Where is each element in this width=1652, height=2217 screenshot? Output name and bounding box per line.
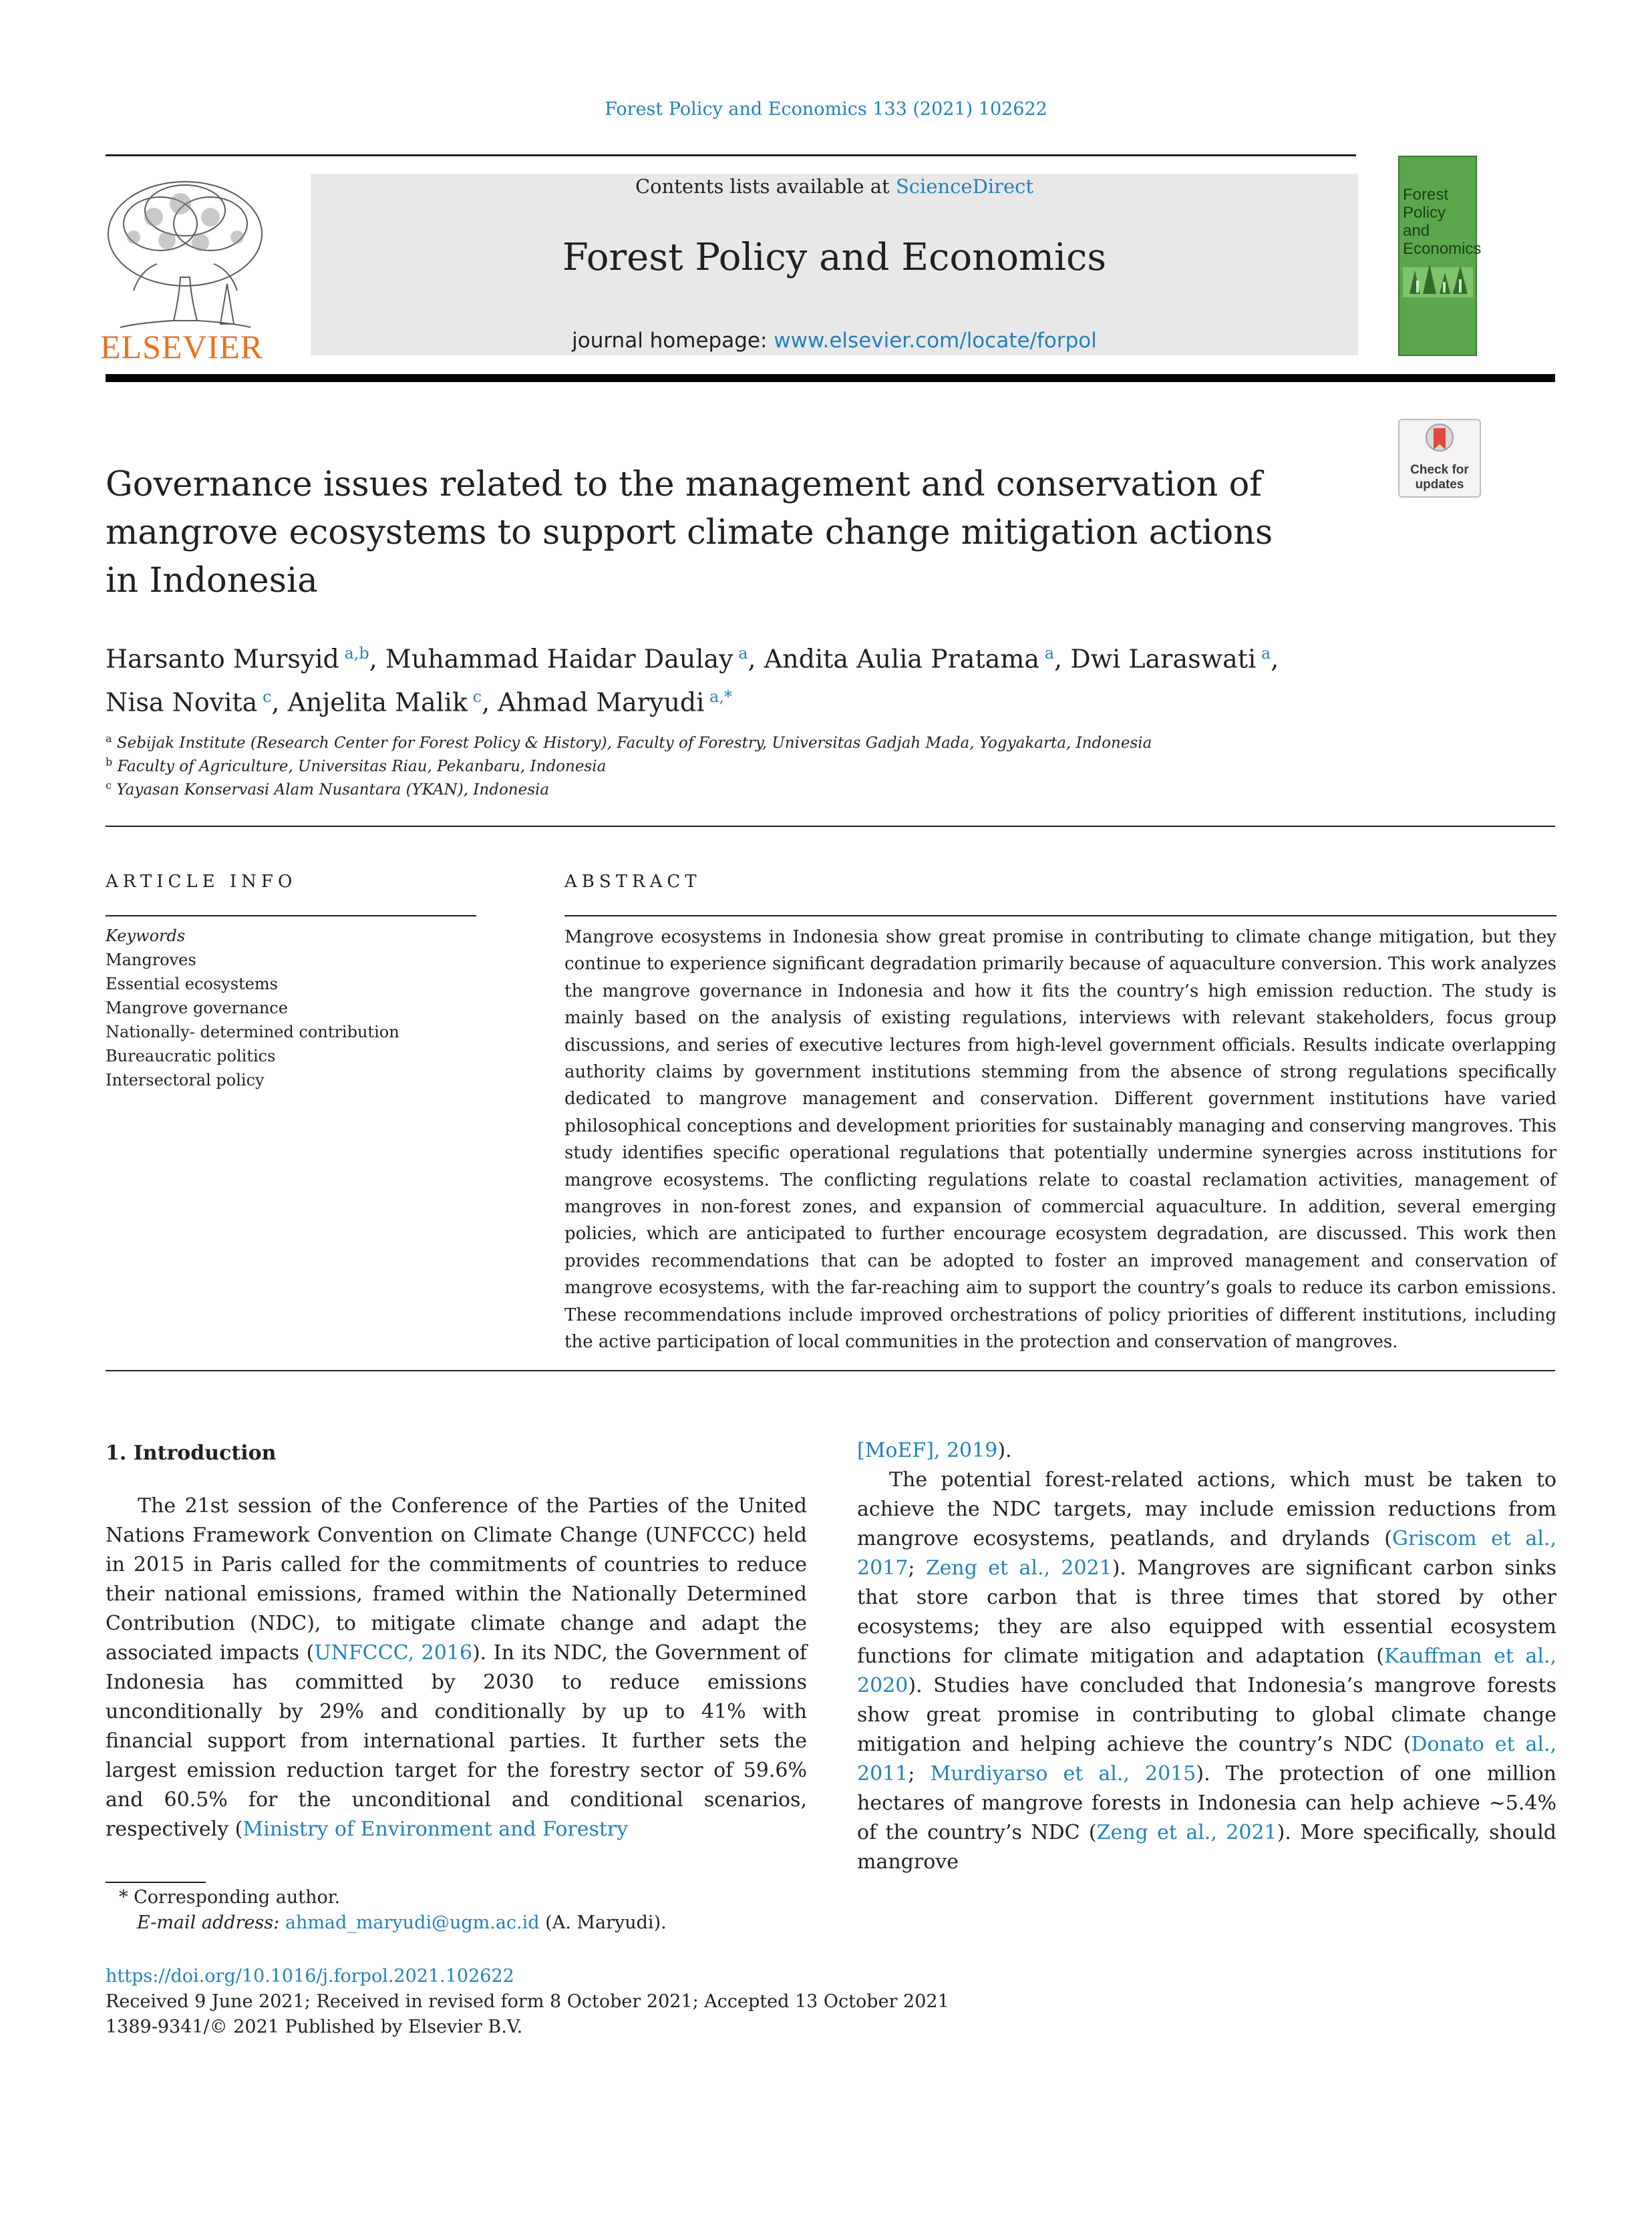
article-info-rule bbox=[106, 915, 476, 916]
intro-p2-text: ). Mangroves are significant carbon sinks that store carbon that is three times that stored by other ecosystems; they are also equipped with essential ecosystem functions for climate mitigation and adaptation ( bbox=[857, 1556, 1556, 1668]
bookmark-icon bbox=[1425, 423, 1454, 462]
email-label: E-mail address: bbox=[137, 1912, 280, 1933]
author-affiliation-mark[interactable]: a bbox=[733, 644, 748, 663]
author-name[interactable]: Anjelita Malik bbox=[287, 687, 468, 717]
keyword-item: Mangroves bbox=[106, 951, 196, 969]
email-link[interactable]: ahmad_maryudi@ugm.ac.id bbox=[285, 1912, 540, 1933]
contents-line bbox=[311, 175, 1358, 198]
homepage-prefix: journal homepage: bbox=[572, 329, 774, 353]
intro-column-right bbox=[857, 1436, 1556, 1877]
doi-url[interactable]: https://doi.org/10.1016/j.forpol.2021.102622 bbox=[106, 1966, 514, 1987]
journal-homepage bbox=[311, 329, 1358, 353]
intro-p1-text: The 21st session of the Conference of the Parties of the United Nations Framework Convention on Climate Change (UNFCCC) held in 2015 in Paris called for the commitments of countries to reduce their national emissions, framed within the Nationally Determined Contribution (NDC), to mitigate climate change and adapt the associated impacts ( bbox=[106, 1494, 807, 1665]
affiliation-text: Yayasan Konservasi Alam Nusantara (YKAN), Indonesia bbox=[116, 781, 550, 799]
corresponding-author-note bbox=[119, 1885, 1121, 1910]
abstract-text: Mangrove ecosystems in Indonesia show great promise in contributing to climate change mitigation, but they continue to experience significant degradation primarily because of aquaculture conversion. This work analyzes the mangrove governance in Indonesia and how it fits the country’s high emission reduction. The study is mainly based on the analysis of existing regulations, interviews with relevant stakeholders, focus group discussions, and series of executive lectures from high-level government officials. Results indicate overlapping authority claims by government institutions stemming from the absence of strong regulations specifically dedicated to mangrove management and conservation. Different government institutions have varied philosophical conceptions and development priorities for sustainably managing and conserving mangroves. This study identifies specific operational regulations that potentially undermine synergies across institutions for mangrove ecosystems. The conflicting regulations relate to coastal reclamation activities, management of mangroves in non-forest zones, and expansion of commercial aquaculture. In addition, several emerging policies, which are anticipated to further encourage ecosystem degradation, are discussed. This work then provides recommendations that can be adopted to foster an improved management and conservation of mangrove ecosystems, with the far-reaching aim to support the country’s goals to reduce its carbon emissions. These recommendations include improved orchestrations of policy priorities of different institutions, including the active participation of local communities in the protection and conservation of mangroves. bbox=[564, 927, 1556, 1353]
homepage-link[interactable]: www.elsevier.com/locate/forpol bbox=[774, 329, 1097, 353]
sciencedirect-link[interactable]: ScienceDirect bbox=[895, 175, 1034, 198]
keyword-item: Mangrove governance bbox=[106, 999, 288, 1017]
author-affiliation-mark[interactable]: a bbox=[1256, 644, 1271, 663]
article-dates: Received 9 June 2021; Received in revised form 8 October 2021; Accepted 13 October 2021 bbox=[106, 1991, 949, 2012]
author-name[interactable]: Andita Aulia Pratama bbox=[764, 644, 1040, 674]
journal-title: Forest Policy and Economics bbox=[562, 236, 1107, 279]
intro-p2-text: ; bbox=[908, 1762, 931, 1785]
keyword-list bbox=[106, 948, 480, 1092]
cover-title bbox=[1403, 186, 1482, 258]
intro-p2-text: ). Studies have concluded that Indonesia’s mangrove forests show great promise in contributing to global climate change mitigation and helping achieve the country’s NDC ( bbox=[857, 1674, 1556, 1756]
issn-copyright: 1389-9341/© 2021 Published by Elsevier B.V. bbox=[106, 2017, 523, 2037]
affiliation-text: Faculty of Agriculture, Universitas Riau, Pekanbaru, Indonesia bbox=[117, 757, 607, 776]
cover-forest-illustration bbox=[1403, 254, 1473, 301]
affiliation-c bbox=[106, 779, 1508, 799]
intro-p1-text: ). In its NDC, the Government of Indonesia has committed by 2030 to reduce emissions unconditionally by 29% and conditionally by up to 41% with financial support from international parties. It further sets the largest emission reduction target for the forestry sector of 59.6% and 60.5% for the unconditional and conditional scenarios, respectively ( bbox=[106, 1641, 807, 1841]
affiliation-text: Sebijak Institute (Research Center for Forest Policy & History), Faculty of Forestry, Universitas Gadjah Mada, Yogyakarta, Indonesia bbox=[116, 734, 1152, 752]
affiliation-b bbox=[106, 755, 1508, 776]
author-name[interactable]: Muhammad Haidar Daulay bbox=[385, 644, 733, 674]
intro-p2-text: ; bbox=[908, 1556, 926, 1580]
keyword-item: Bureaucratic politics bbox=[106, 1047, 276, 1065]
citation-moef-tail[interactable]: [MoEF], 2019 bbox=[857, 1439, 998, 1462]
affiliation-a bbox=[106, 732, 1508, 752]
intro-p1-citation[interactable]: UNFCCC, 2016 bbox=[314, 1641, 472, 1665]
keyword-item: Nationally- determined contribution bbox=[106, 1023, 399, 1041]
author-name[interactable]: Harsanto Mursyid bbox=[106, 644, 339, 674]
intro-p2-text: ). More specifically, should mangrove bbox=[857, 1821, 1556, 1874]
keywords-heading: Keywords bbox=[106, 926, 186, 945]
abstract-label: ABSTRACT bbox=[564, 872, 701, 892]
abstract-rule bbox=[564, 915, 1556, 916]
intro-p2-citation[interactable]: Kauffman et al., 2020 bbox=[857, 1645, 1556, 1697]
author-affiliation-mark[interactable]: a bbox=[1039, 644, 1055, 663]
affiliation-mark: a bbox=[106, 732, 112, 745]
author-affiliation-mark[interactable]: a,b bbox=[339, 644, 369, 663]
intro-p2-text: The potential forest-related actions, which must be taken to achieve the NDC targets, may include emission reductions from mangrove ecosystems, peatlands, and drylands ( bbox=[857, 1468, 1556, 1550]
affiliation-mark: b bbox=[106, 755, 113, 768]
author-name[interactable]: Ahmad Maryudi bbox=[498, 687, 705, 717]
top-rule bbox=[106, 154, 1356, 156]
intro-p2-citation[interactable]: Zeng et al., 2021 bbox=[925, 1556, 1112, 1580]
section-heading-introduction: 1. Introduction bbox=[106, 1441, 277, 1465]
intro-p2-citation[interactable]: Zeng et al., 2021 bbox=[1096, 1821, 1277, 1844]
badge-line2: updates bbox=[1415, 478, 1464, 492]
cover-title-line2: and Economics bbox=[1403, 222, 1482, 258]
footnote-star: * bbox=[119, 1887, 128, 1908]
abstract-bottom-rule bbox=[106, 1370, 1555, 1371]
intro-p1-citation[interactable]: Ministry of Environment and Forestry bbox=[242, 1818, 629, 1841]
affiliation-rule bbox=[106, 826, 1555, 827]
elsevier-wordmark[interactable]: ELSEVIER bbox=[100, 328, 264, 365]
running-head[interactable]: Forest Policy and Economics 133 (2021) 102622 bbox=[605, 99, 1047, 120]
author-affiliation-mark[interactable]: c bbox=[467, 687, 482, 706]
corresponding-label: Corresponding author. bbox=[134, 1887, 341, 1908]
article-info-label: ARTICLE INFO bbox=[106, 872, 297, 892]
intro-paragraph-1-continued bbox=[857, 1436, 1556, 1466]
intro-paragraph-2 bbox=[857, 1466, 1556, 1877]
author-name[interactable]: Dwi Laraswati bbox=[1070, 644, 1257, 674]
check-for-updates-label bbox=[1399, 463, 1480, 492]
email-suffix: (A. Maryudi). bbox=[545, 1912, 667, 1933]
paragraph-end: ). bbox=[997, 1439, 1012, 1462]
cover-title-line1: Forest Policy bbox=[1403, 186, 1449, 222]
author-affiliation-mark[interactable]: c bbox=[257, 687, 272, 706]
intro-p2-citation[interactable]: Murdiyarso et al., 2015 bbox=[930, 1762, 1196, 1785]
doi-link[interactable] bbox=[106, 1964, 1108, 1989]
affiliation-mark: c bbox=[106, 779, 112, 792]
keyword-item: Intersectoral policy bbox=[106, 1071, 265, 1089]
intro-p2-citation[interactable]: Donato et al., 2011 bbox=[857, 1733, 1556, 1785]
badge-line1: Check for bbox=[1410, 463, 1469, 477]
intro-p2-text: ). The protection of one million hectares of mangrove forests in Indonesia can help achieve ~5.4% of the country’s NDC ( bbox=[857, 1762, 1556, 1844]
email-line bbox=[137, 1910, 1139, 1936]
contents-prefix: Contents lists available at bbox=[635, 175, 896, 198]
article-title: Governance issues related to the management and conservation of mangrove ecosystems to support climate change mitigation actions in Indonesia bbox=[106, 465, 1273, 601]
author-affiliation-mark[interactable]: a,* bbox=[704, 687, 732, 706]
intro-paragraph-1 bbox=[106, 1492, 807, 1844]
intro-column-left bbox=[106, 1492, 807, 1841]
author-name[interactable]: Nisa Novita bbox=[106, 687, 258, 717]
intro-p2-citation[interactable]: Griscom et al., 2017 bbox=[857, 1527, 1556, 1580]
keyword-item: Essential ecosystems bbox=[106, 975, 278, 993]
header-rule bbox=[106, 374, 1555, 382]
author-list: Harsanto Mursyid $^{a,b}$, Muhammad Haidar Daulay $^a$, Andita Aulia Pratama $^a$, Dwi Laraswati $^a$, Nisa Novita $^c$, Anjelita Malik $^c$, Ahmad Maryudi $^{a,*}$ bbox=[106, 644, 1279, 717]
footnote-rule bbox=[106, 1882, 206, 1883]
